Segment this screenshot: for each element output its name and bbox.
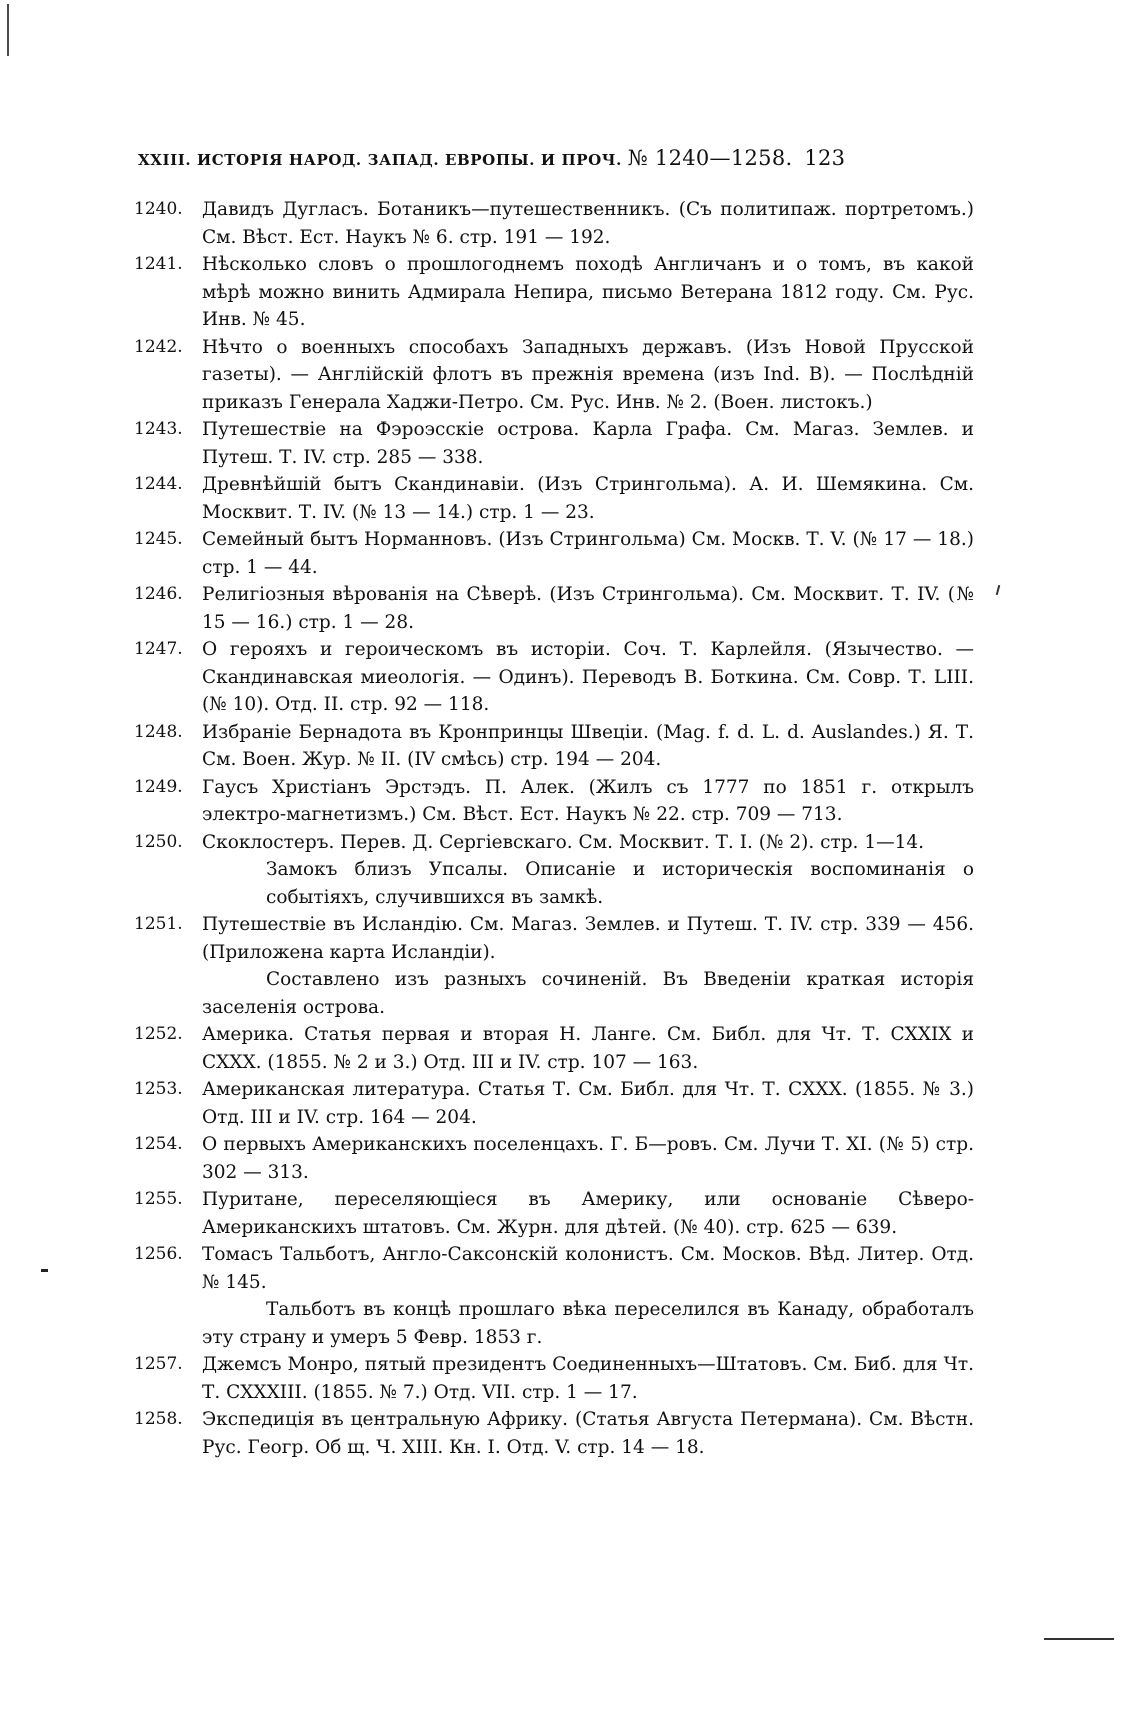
entry-1241 xyxy=(134,251,974,334)
entry-text: Давидъ Дугласъ. Ботаникъ—путешественникъ. (Съ политипаж. портретомъ.) См. Вѣст. Ест. Наукъ № 6. стр. 191 — 192. xyxy=(202,199,974,248)
entry-text: О герояхъ и героическомъ въ исторіи. Соч. Т. Карлейля. (Язычество. — Скандинавская миеологія. — Одинъ). Переводъ В. Боткина. См. Совр. Т. LIII. (№ 10). Отд. II. стр. 92 — 118. xyxy=(202,639,974,715)
entry-text: Путешествіе въ Исландію. См. Магаз. Землев. и Путеш. Т. IV. стр. 339 — 456. (Приложена карта Исландіи). xyxy=(202,914,974,963)
entry-number: 1254. xyxy=(134,1134,183,1154)
entry-text: Семейный бытъ Норманновъ. (Изъ Стрингольма) См. Москв. Т. V. (№ 17 — 18.) стр. 1 — 44. xyxy=(202,529,974,578)
bibliography-list xyxy=(134,196,974,1461)
entry-text: Экспедиція въ центральную Африку. (Статья Августа Петермана). См. Вѣстн. Рус. Геогр. Об щ. Ч. XIII. Кн. I. Отд. V. стр. 14 — 18. xyxy=(202,1409,974,1458)
scan-edge-mark xyxy=(7,4,9,56)
entry-number: 1241. xyxy=(134,254,183,274)
entry-range: № 1240—1258. xyxy=(627,146,793,170)
entry-number: 1252. xyxy=(134,1024,183,1044)
entry-1252 xyxy=(134,1021,974,1076)
entry-number: 1245. xyxy=(134,529,183,549)
entry-text: Путешествіе на Фэроэсскіе острова. Карла Графа. См. Магаз. Землев. и Путеш. Т. IV. стр. 285 — 338. xyxy=(202,419,974,468)
entry-1242 xyxy=(134,334,974,417)
entry-number: 1258. xyxy=(134,1409,183,1429)
bottom-rule xyxy=(1044,1638,1114,1640)
entry-text: Америка. Статья первая и вторая Н. Ланге. См. Библ. для Чт. Т. CXXIX и CXXX. (1855. № 2 и 3.) Отд. III и IV. стр. 107 — 163. xyxy=(202,1024,974,1073)
entry-number: 1257. xyxy=(134,1354,183,1374)
entry-1251 xyxy=(134,911,974,1021)
entry-number: 1250. xyxy=(134,831,183,852)
entry-1254 xyxy=(134,1131,974,1186)
entry-number: 1240. xyxy=(134,199,183,219)
entry-number: 1242. xyxy=(134,336,183,357)
entry-text: Джемсъ Монро, пятый президентъ Соединенныхъ—Штатовъ. См. Биб. для Чт. Т. CXXXIII. (1855. № 7.) Отд. VII. стр. 1 — 17. xyxy=(202,1354,974,1403)
entry-1240 xyxy=(134,196,974,251)
entry-text: Томасъ Тальботъ, Англо-Саксонскій колонистъ. См. Москов. Вѣд. Литер. Отд. № 145. xyxy=(202,1244,974,1293)
entry-annotation: Замокъ близъ Упсалы. Описаніе и историческія воспоминанія о событіяхъ, случившихся въ замкѣ. xyxy=(266,859,974,908)
entry-number: 1256. xyxy=(134,1244,183,1264)
entry-number: 1249. xyxy=(134,776,183,797)
entry-1258 xyxy=(134,1406,974,1461)
entry-1244 xyxy=(134,471,974,526)
entry-1246 xyxy=(134,581,974,636)
entry-annotation: Тальботъ въ концѣ прошлаго вѣка переселился въ Канаду, обработалъ эту страну и умеръ 5 Февр. 1853 г. xyxy=(202,1299,974,1348)
entry-1250 xyxy=(134,829,974,912)
entry-number: 1244. xyxy=(134,474,183,494)
entry-number: 1251. xyxy=(134,914,183,934)
margin-tick-mark xyxy=(996,585,1001,595)
entry-1256 xyxy=(134,1241,974,1351)
section-title: XXIII. ИСТОРІЯ НАРОД. ЗАПАД. ЕВРОПЫ. И ПРОЧ. xyxy=(138,151,622,169)
entry-annotation: Составлено изъ разныхъ сочиненій. Въ Введеніи краткая исторія заселенія острова. xyxy=(202,969,974,1018)
entry-text: Нѣсколько словъ о прошлогоднемъ походѣ Англичанъ и о томъ, въ какой мѣрѣ можно винить Адмирала Непира, письмо Ветерана 1812 году. См. Рус. Инв. № 45. xyxy=(202,254,974,330)
entry-text: Гаусъ Христіанъ Эрстэдъ. П. Алек. (Жилъ съ 1777 по 1851 г. открылъ электро-магнетизмъ.) См. Вѣст. Ест. Наукъ № 22. стр. 709 — 713. xyxy=(202,776,974,825)
entry-1253 xyxy=(134,1076,974,1131)
entry-text: Древнѣйшій бытъ Скандинавіи. (Изъ Стрингольма). А. И. Шемякина. См. Москвит. Т. IV. (№ 13 — 14.) стр. 1 — 23. xyxy=(202,474,974,523)
entry-text: О первыхъ Американскихъ поселенцахъ. Г. Б—ровъ. См. Лучи Т. XI. (№ 5) стр. 302 — 313. xyxy=(202,1134,974,1183)
entry-number: 1248. xyxy=(134,721,183,742)
page-header xyxy=(138,146,978,170)
entry-text: Нѣчто о военныхъ способахъ Западныхъ державъ. (Изъ Новой Прусской газеты). — Англійскій флотъ въ прежнія времена (изъ Ind. B). — Послѣдній приказъ Генерала Хаджи-Петро. См. Рус. Инв. № 2. (Воен. листокъ.) xyxy=(202,336,974,413)
entry-number: 1243. xyxy=(134,419,183,439)
entry-1257 xyxy=(134,1351,974,1406)
entry-1247 xyxy=(134,636,974,719)
entry-text: Религіозныя вѣрованія на Сѣверѣ. (Изъ Стрингольма). См. Москвит. Т. IV. (№ 15 — 16.) стр. 1 — 28. xyxy=(202,584,974,633)
entry-text: Американская литература. Статья Т. См. Библ. для Чт. Т. CXXX. (1855. № 3.) Отд. III и IV. стр. 164 — 204. xyxy=(202,1079,974,1128)
entry-number: 1255. xyxy=(134,1189,183,1209)
entry-1249 xyxy=(134,774,974,829)
entry-text: Пуритане, переселяющіеся въ Америку, или основаніе Сѣверо-Американскихъ штатовъ. См. Журн. для дѣтей. (№ 40). стр. 625 — 639. xyxy=(202,1189,974,1238)
margin-dash-mark xyxy=(41,1269,48,1272)
entry-text: Скоклостеръ. Перев. Д. Сергіевскаго. См. Москвит. Т. I. (№ 2). стр. 1—14. xyxy=(202,831,925,853)
entry-1245 xyxy=(134,526,974,581)
entry-text: Избраніе Бернадота въ Кронпринцы Швеціи. (Mag. f. d. L. d. Auslandes.) Я. Т. См. Воен. Жур. № II. (IV смѣсь) стр. 194 — 204. xyxy=(202,721,974,770)
entry-1243 xyxy=(134,416,974,471)
entry-1248 xyxy=(134,719,974,774)
entry-1255 xyxy=(134,1186,974,1241)
page-number: 123 xyxy=(804,146,846,170)
entry-number: 1253. xyxy=(134,1079,183,1099)
entry-number: 1247. xyxy=(134,639,183,659)
entry-number: 1246. xyxy=(134,584,183,604)
